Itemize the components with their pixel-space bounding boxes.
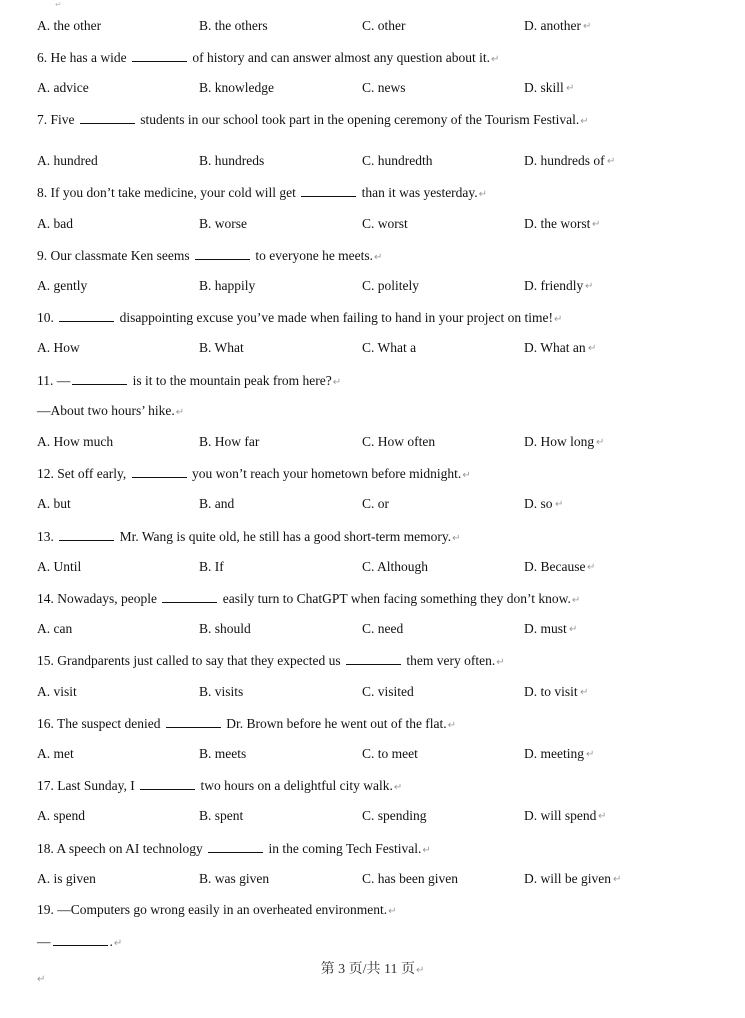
paragraph-mark: ↵ bbox=[555, 499, 564, 510]
question-text: easily turn to ChatGPT when facing something they don’t know. bbox=[219, 591, 571, 606]
option-a: A. met bbox=[37, 746, 74, 761]
paragraph-mark: ↵ bbox=[491, 54, 500, 65]
option-a: A. gently bbox=[37, 278, 88, 293]
option-d: D. hundreds of bbox=[524, 153, 605, 168]
options-row bbox=[37, 746, 717, 764]
paragraph-mark: ↵ bbox=[374, 252, 383, 263]
option-c: C. Although bbox=[362, 559, 429, 574]
option-b: B. was given bbox=[199, 871, 270, 886]
question-line bbox=[37, 111, 589, 128]
question-text: 14. Nowadays, people bbox=[37, 591, 161, 606]
option-a: A. can bbox=[37, 621, 73, 636]
answer-blank bbox=[59, 309, 114, 322]
paragraph-mark: ↵ bbox=[113, 938, 123, 949]
question-line bbox=[37, 528, 461, 545]
paragraph-mark: ↵ bbox=[478, 189, 488, 200]
paragraph-mark: ↵ bbox=[571, 595, 581, 606]
question-line bbox=[37, 49, 499, 66]
options-row bbox=[37, 18, 717, 36]
options-row bbox=[37, 216, 717, 234]
question-text: is it to the mountain peak from here? bbox=[129, 373, 332, 388]
option-c: C. visited bbox=[362, 684, 414, 699]
question-text: . bbox=[109, 934, 113, 949]
answer-blank bbox=[72, 372, 127, 385]
paragraph-mark: ↵ bbox=[586, 749, 595, 760]
answer-blank bbox=[166, 715, 221, 728]
option-b: B. worse bbox=[199, 216, 247, 231]
option-d: D. How long bbox=[524, 434, 595, 449]
option-b: B. knowledge bbox=[199, 80, 274, 95]
paragraph-mark: ↵ bbox=[37, 974, 46, 985]
option-d: D. friendly bbox=[524, 278, 584, 293]
paragraph-mark: ↵ bbox=[415, 965, 425, 976]
question-text: them very often. bbox=[403, 653, 496, 668]
question-text: 10. bbox=[37, 310, 58, 325]
option-d: D. another bbox=[524, 18, 581, 33]
option-b: B. happily bbox=[199, 278, 256, 293]
paragraph-mark: ↵ bbox=[569, 624, 578, 635]
question-line bbox=[37, 372, 341, 389]
option-c: C. How often bbox=[362, 434, 436, 449]
options-row bbox=[37, 496, 717, 514]
option-a: A. How bbox=[37, 340, 80, 355]
options-row bbox=[37, 80, 717, 98]
option-a: A. but bbox=[37, 496, 71, 511]
paragraph-mark: ↵ bbox=[583, 21, 592, 32]
option-a: A. Until bbox=[37, 559, 82, 574]
question-text: of history and can answer almost any question about it. bbox=[188, 50, 491, 65]
question-line bbox=[37, 309, 562, 326]
paragraph-mark: ↵ bbox=[598, 811, 607, 822]
option-d: D. so bbox=[524, 496, 553, 511]
question-line bbox=[37, 652, 505, 669]
option-d: D. What an bbox=[524, 340, 586, 355]
question-text: Mr. Wang is quite old, he still has a good short-term memory. bbox=[116, 529, 452, 544]
paragraph-mark: ↵ bbox=[496, 657, 505, 668]
question-text: two hours on a delightful city walk. bbox=[197, 778, 393, 793]
question-line bbox=[37, 403, 184, 419]
paragraph-mark: ↵ bbox=[393, 782, 403, 793]
paragraph-mark: ↵ bbox=[332, 377, 342, 388]
options-row bbox=[37, 278, 717, 296]
answer-blank bbox=[132, 465, 187, 478]
paragraph-mark: ↵ bbox=[588, 343, 597, 354]
options-row bbox=[37, 340, 717, 358]
option-c: C. or bbox=[362, 496, 389, 511]
paragraph-mark: ↵ bbox=[580, 116, 589, 127]
question-text: 12. Set off early, bbox=[37, 466, 130, 481]
paragraph-mark: ↵ bbox=[580, 687, 589, 698]
question-line bbox=[37, 590, 580, 607]
option-d: D. meeting bbox=[524, 746, 584, 761]
option-d: D. will spend bbox=[524, 808, 597, 823]
question-line bbox=[37, 840, 431, 857]
option-a: A. spend bbox=[37, 808, 85, 823]
option-b: B. and bbox=[199, 496, 235, 511]
option-c: C. has been given bbox=[362, 871, 458, 886]
question-text: students in our school took part in the opening ceremony of the Tourism Festival. bbox=[136, 112, 580, 127]
option-b: B. If bbox=[199, 559, 224, 574]
paragraph-mark: ↵ bbox=[452, 533, 461, 544]
question-text: — bbox=[37, 934, 51, 949]
option-c: C. What a bbox=[362, 340, 417, 355]
question-text: Dr. Brown before he went out of the flat. bbox=[222, 716, 447, 731]
option-b: B. the others bbox=[199, 18, 268, 33]
page-footer bbox=[0, 958, 745, 978]
question-line bbox=[37, 465, 471, 482]
answer-blank bbox=[59, 528, 114, 541]
paragraph-mark: ↵ bbox=[596, 437, 605, 448]
options-row bbox=[37, 684, 717, 702]
question-text: in the coming Tech Festival. bbox=[265, 841, 422, 856]
option-a: A. hundred bbox=[37, 153, 98, 168]
options-row bbox=[37, 434, 717, 452]
option-c: C. politely bbox=[362, 278, 419, 293]
question-line bbox=[37, 902, 397, 918]
option-d: D. skill bbox=[524, 80, 564, 95]
question-text: to everyone he meets. bbox=[251, 248, 374, 263]
option-d: D. will be given bbox=[524, 871, 611, 886]
answer-blank bbox=[80, 111, 135, 124]
option-c: C. need bbox=[362, 621, 404, 636]
option-b: B. What bbox=[199, 340, 244, 355]
answer-blank bbox=[195, 247, 250, 260]
option-d: D. must bbox=[524, 621, 567, 636]
question-text: 11. — bbox=[37, 373, 71, 388]
question-line bbox=[37, 933, 122, 950]
option-c: C. to meet bbox=[362, 746, 418, 761]
option-a: A. advice bbox=[37, 80, 89, 95]
option-b: B. meets bbox=[199, 746, 247, 761]
question-text: than it was yesterday. bbox=[358, 185, 478, 200]
options-row bbox=[37, 871, 717, 889]
paragraph-mark: ↵ bbox=[566, 83, 575, 94]
question-text: 15. Grandparents just called to say that they expected us bbox=[37, 653, 345, 668]
option-c: C. other bbox=[362, 18, 406, 33]
paragraph-mark: ↵ bbox=[388, 906, 397, 917]
question-text: 18. A speech on AI technology bbox=[37, 841, 207, 856]
option-d: D. to visit bbox=[524, 684, 578, 699]
paragraph-mark: ↵ bbox=[613, 874, 622, 885]
option-c: C. hundredth bbox=[362, 153, 433, 168]
option-b: B. should bbox=[199, 621, 251, 636]
question-line bbox=[37, 247, 382, 264]
option-c: C. news bbox=[362, 80, 406, 95]
question-line bbox=[37, 184, 487, 201]
paragraph-mark: ↵ bbox=[447, 720, 457, 731]
paragraph-mark: ↵ bbox=[55, 0, 62, 9]
question-text: 9. Our classmate Ken seems bbox=[37, 248, 193, 263]
answer-blank bbox=[140, 777, 195, 790]
options-row bbox=[37, 621, 717, 639]
answer-blank bbox=[132, 49, 187, 62]
answer-blank bbox=[301, 184, 356, 197]
question-text: 7. Five bbox=[37, 112, 78, 127]
page-number: 第 3 页/共 11 页 bbox=[320, 962, 415, 977]
question-text: you won’t reach your hometown before midnight. bbox=[188, 466, 462, 481]
paragraph-mark: ↵ bbox=[585, 281, 594, 292]
option-c: C. worst bbox=[362, 216, 408, 231]
paragraph-mark: ↵ bbox=[554, 314, 563, 325]
paragraph-mark: ↵ bbox=[587, 562, 596, 573]
option-a: A. bad bbox=[37, 216, 73, 231]
option-a: A. visit bbox=[37, 684, 77, 699]
option-d: D. the worst bbox=[524, 216, 591, 231]
answer-blank bbox=[53, 933, 108, 946]
option-a: A. How much bbox=[37, 434, 114, 449]
question-text: 8. If you don’t take medicine, your cold will get bbox=[37, 185, 300, 200]
answer-blank bbox=[346, 652, 401, 665]
option-a: A. the other bbox=[37, 18, 102, 33]
option-d: D. Because bbox=[524, 559, 586, 574]
question-text: 13. bbox=[37, 529, 58, 544]
paragraph-mark: ↵ bbox=[607, 156, 616, 167]
paragraph-mark: ↵ bbox=[175, 407, 185, 418]
question-text: 19. —Computers go wrong easily in an overheated environment. bbox=[37, 902, 388, 917]
option-b: B. hundreds bbox=[199, 153, 265, 168]
option-a: A. is given bbox=[37, 871, 96, 886]
answer-blank bbox=[208, 840, 263, 853]
answer-blank bbox=[162, 590, 217, 603]
paragraph-mark: ↵ bbox=[422, 845, 431, 856]
options-row bbox=[37, 559, 717, 577]
paragraph-mark: ↵ bbox=[462, 470, 471, 481]
option-b: B. visits bbox=[199, 684, 244, 699]
paragraph-mark: ↵ bbox=[592, 219, 601, 230]
options-row bbox=[37, 808, 717, 826]
question-text: —About two hours’ hike. bbox=[37, 403, 175, 418]
question-line bbox=[37, 777, 402, 794]
question-text: 16. The suspect denied bbox=[37, 716, 164, 731]
options-row bbox=[37, 153, 717, 171]
option-c: C. spending bbox=[362, 808, 427, 823]
question-text: 17. Last Sunday, I bbox=[37, 778, 139, 793]
question-text: disappointing excuse you’ve made when failing to hand in your project on time! bbox=[116, 310, 554, 325]
question-text: 6. He has a wide bbox=[37, 50, 130, 65]
option-b: B. spent bbox=[199, 808, 244, 823]
option-b: B. How far bbox=[199, 434, 260, 449]
question-line bbox=[37, 715, 456, 732]
